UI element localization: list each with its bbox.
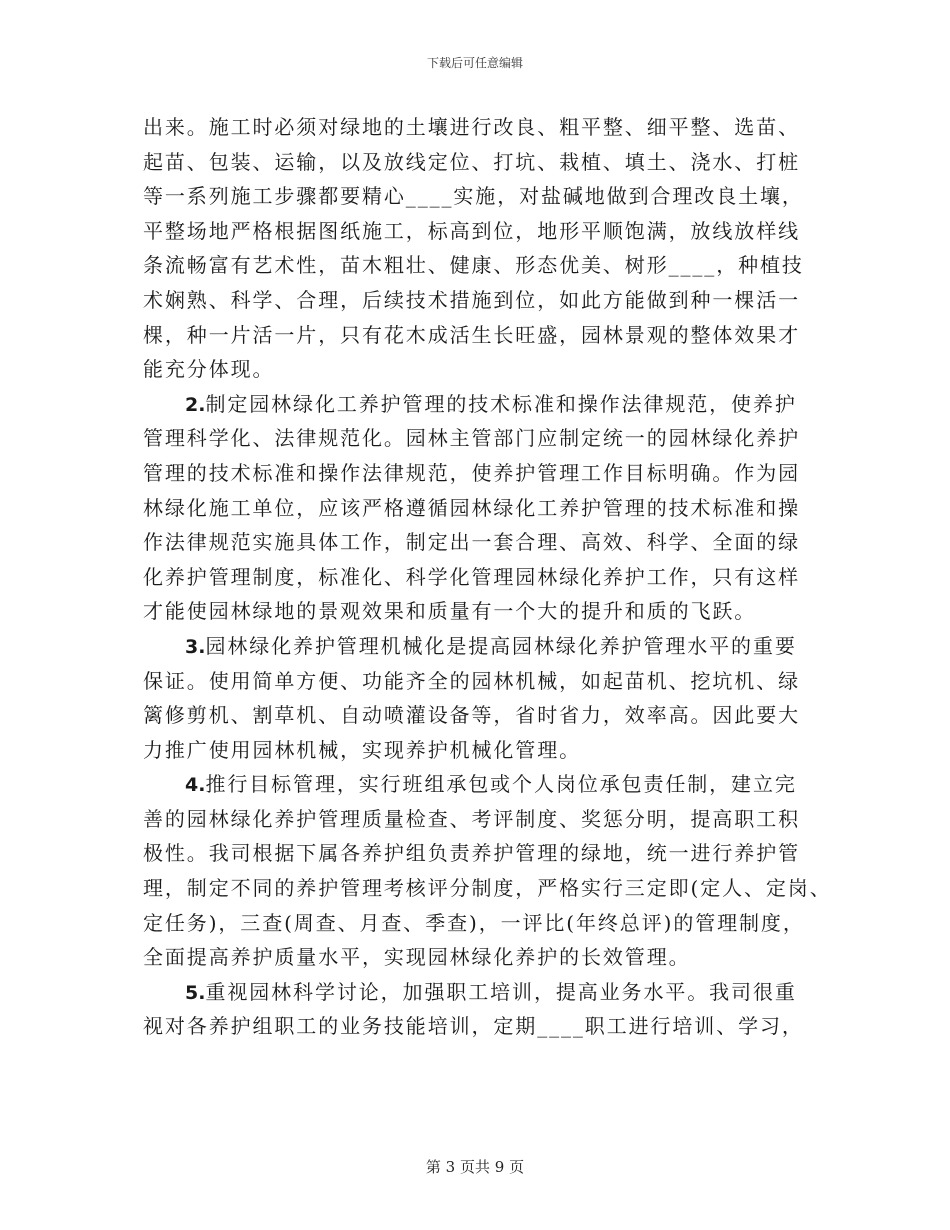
page-footer: 第 3 页共 9 页 [425,1158,525,1176]
text-line: 林绿化施工单位，应该严格遵循园林绿化工养护管理的技术标准和操 [143,495,800,520]
text-line: 定任务)，三查(周查、月查、季查)，一评比(年终总评)的管理制度， [143,910,805,935]
text-line: 篱修剪机、割草机、自动喷灌设备等，省时省力，效率高。因此要大 [143,703,800,728]
text-line: 极性。我司根据下属各养护组负责养护管理的绿地，统一进行养护管 [143,841,800,866]
text-line: 作法律规范实施具体工作，制定出一套合理、高效、科学、全面的绿 [143,530,800,555]
paragraph-3 [143,629,815,767]
text-line: 棵，种一片活一片，只有花木成活生长旺盛，园林景观的整体效果才 [143,322,800,347]
text-line: 保证。使用简单方便、功能齐全的园林机械，如起苗机、挖坑机、绿 [143,668,800,693]
text-line: 力推广使用园林机械，实现养护机械化管理。 [143,737,581,762]
text-line: 善的园林绿化养护管理质量检查、考评制度、奖惩分明，提高职工积 [143,806,800,831]
text-line: 起苗、包装、运输，以及放线定位、打坑、栽植、填土、浇水、打桩 [143,149,800,174]
paragraph-5 [143,975,815,1044]
text-line [143,629,815,664]
text-line: 能充分体现。 [143,357,275,382]
text-line: 化养护管理制度，标准化、科学化管理园林绿化养护工作，只有这样 [143,564,800,589]
text-line: 平整场地严格根据图纸施工，标高到位，地形平顺饱满，放线放样线 [143,218,800,243]
line-text: 制定园林绿化工养护管理的技术标准和操作法律规范，使养护 [205,391,797,416]
line-text: 园林绿化养护管理机械化是提高园林绿化养护管理水平的重要 [205,633,797,658]
text-line [143,975,815,1010]
text-line: 术娴熟、科学、合理，后续技术措施到位，如此方能做到种一棵活一 [143,287,800,312]
text-line: 出来。施工时必须对绿地的土壤进行改良、粗平整、细平整、选苗、 [143,115,800,139]
line-text: 推行目标管理，实行班组承包或个人岗位承包责任制，建立完 [205,772,797,797]
line-text: 重视园林科学讨论，加强职工培训，提高业务水平。我司很重 [205,979,797,1004]
paragraph-number: 4. [185,774,206,797]
paragraph-2 [143,387,815,629]
text-line: 等一系列施工步骤都要精心____实施，对盐碱地做到合理改良土壤， [143,184,804,209]
paragraph-number: 3. [185,635,206,658]
paragraph-continuation [143,110,815,387]
paragraph-4 [143,767,832,975]
text-line: 全面提高养护质量水平，实现园林绿化养护的长效管理。 [143,945,691,970]
text-line: 才能使园林绿地的景观效果和质量有一个大的提升和质的飞跃。 [143,599,757,624]
paragraph-number: 5. [185,981,206,1004]
text-line [143,767,815,802]
text-line: 视对各养护组职工的业务技能培训，定期____职工进行培训、学习， [143,1014,804,1039]
text-line: 管理的技术标准和操作法律规范，使养护管理工作目标明确。作为园 [143,460,800,485]
text-line: 管理科学化、法律规范化。园林主管部门应制定统一的园林绿化养护 [143,426,800,451]
paragraph-number: 2. [185,393,206,416]
text-line [143,387,815,422]
page-header: 下载后可任意编辑 [426,56,523,70]
text-line: 条流畅富有艺术性，苗木粗壮、健康、形态优美、树形____，种植技 [143,253,804,278]
text-line: 理，制定不同的养护管理考核评分制度，严格实行三定即(定人、定岗、 [143,876,832,901]
document-body [143,110,832,1044]
